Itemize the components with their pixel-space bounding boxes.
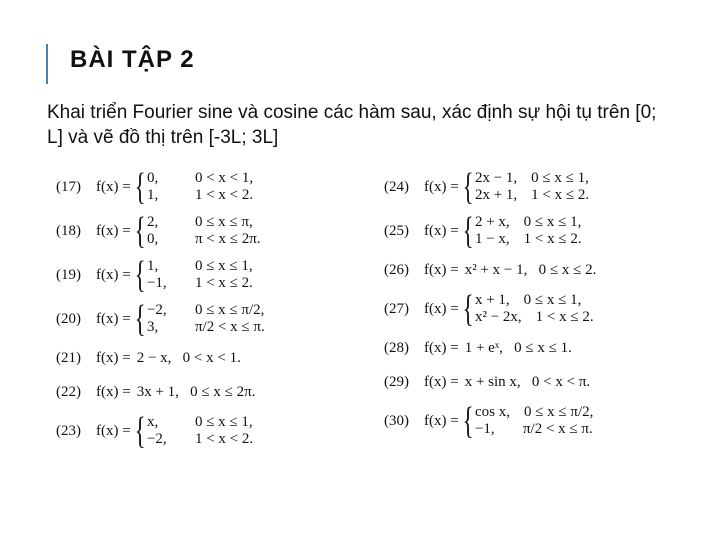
exercise-item [384,253,596,287]
case-brace: { [134,166,146,208]
function-lhs: f(x) = [424,412,459,429]
case-condition: 0 ≤ x ≤ π/2, [194,302,265,318]
function-lhs: f(x) = [96,222,131,239]
exercise-number: (25) [384,222,409,239]
piecewise-cases [147,302,265,336]
case-condition: π/2 < x ≤ π. [522,421,593,437]
case-expression: 2, [146,214,159,230]
piecewise-cases [147,170,253,204]
case-expression: 2 + x, [474,214,510,230]
piecewise-case [475,187,589,204]
exercise-item [56,409,265,453]
case-brace: { [462,288,474,330]
exercise-item [56,253,265,297]
piecewise-cases [475,214,582,248]
function-lhs: f(x) = [96,310,131,327]
case-expression: −2, [146,302,167,318]
piecewise-case [475,214,582,231]
exercise-item [56,297,265,341]
piecewise-case [147,275,253,292]
function-expression: x² + x − 1, 0 ≤ x ≤ 2. [464,261,597,278]
case-expression: −2, [146,431,167,447]
intro-text: Khai triển Fourier sine và cosine các hàm sau, xác định sự hội tụ trên [0; L] và vẽ đồ thị trên [-3L; 3L] [47,102,657,148]
exercise-item [56,375,265,409]
exercise-number: (24) [384,178,409,195]
piecewise-case [475,170,589,187]
piecewise-case [147,302,265,319]
exercise-number: (23) [56,422,81,439]
function-lhs: f(x) = [96,266,131,283]
piecewise-case [147,414,253,431]
case-condition: 0 < x < 1, [194,170,254,186]
title-accent-bar [46,44,48,84]
piecewise-cases [147,214,261,248]
exercise-item [384,287,596,331]
piecewise-cases [475,404,593,438]
piecewise-case [147,214,261,231]
function-lhs: f(x) = [96,422,131,439]
function-lhs: f(x) = [424,300,459,317]
case-expression: cos x, [474,404,510,420]
piecewise-cases [475,170,589,204]
case-condition: 1 < x < 2. [194,431,254,447]
case-condition: 1 < x ≤ 2. [194,275,253,291]
piecewise-case [147,231,261,248]
function-lhs: f(x) = [424,222,459,239]
case-expression: −1, [146,275,167,291]
case-brace: { [462,166,474,208]
function-lhs: f(x) = [96,178,131,195]
function-expression: x + sin x, 0 < x < π. [464,373,591,390]
case-condition: π/2 < x ≤ π. [194,319,265,335]
case-condition: 0 ≤ x ≤ π/2, [523,404,594,420]
piecewise-case [147,258,253,275]
piecewise-case [147,170,253,187]
function-lhs: f(x) = [424,373,459,390]
piecewise-cases [475,292,594,326]
exercise-number: (18) [56,222,81,239]
exercise-item [384,331,596,365]
case-expression: x² − 2x, [474,309,522,325]
function-lhs: f(x) = [424,261,459,278]
piecewise-case [475,404,593,421]
case-condition: 1 < x < 2. [194,187,254,203]
exercise-number: (22) [56,383,81,400]
case-brace: { [134,410,146,452]
function-lhs: f(x) = [96,383,131,400]
exercise-number: (30) [384,412,409,429]
case-brace: { [134,254,146,296]
exercise-column-right [384,165,596,443]
case-expression: 1, [146,187,159,203]
case-brace: { [462,210,474,252]
case-expression: 1 − x, [474,231,510,247]
exercise-number: (26) [384,261,409,278]
exercise-item [384,365,596,399]
case-expression: 1, [146,258,159,274]
case-expression: 2x + 1, [474,187,518,203]
function-lhs: f(x) = [424,178,459,195]
exercise-number: (27) [384,300,409,317]
case-condition: 1 < x ≤ 2. [531,187,590,203]
function-expression: 1 + eˣ, 0 ≤ x ≤ 1. [464,339,572,356]
case-expression: x, [146,414,159,430]
exercise-item [384,165,596,209]
exercise-item [56,165,265,209]
function-lhs: f(x) = [96,349,131,366]
exercise-number: (21) [56,349,81,366]
case-condition: 0 ≤ x ≤ 1, [523,292,582,308]
exercise-item [56,341,265,375]
exercise-number: (20) [56,310,81,327]
case-condition: 0 ≤ x ≤ 1, [531,170,589,186]
case-brace: { [134,298,146,340]
case-condition: π < x ≤ 2π. [194,231,261,247]
function-expression: 3x + 1, 0 ≤ x ≤ 2π. [136,383,256,400]
case-expression: −1, [474,421,495,437]
case-condition: 0 ≤ x ≤ 1, [194,414,253,430]
piecewise-case [475,231,582,248]
exercise-column-left [56,165,265,453]
piecewise-cases [147,258,253,292]
exercise-number: (28) [384,339,409,356]
case-condition: 0 ≤ x ≤ π, [194,214,253,230]
case-expression: 0, [146,170,159,186]
case-expression: 0, [146,231,159,247]
case-expression: x + 1, [474,292,510,308]
piecewise-case [475,421,593,438]
exercise-item [384,209,596,253]
case-brace: { [462,400,474,442]
case-condition: 1 < x ≤ 2. [535,309,594,325]
function-lhs: f(x) = [424,339,459,356]
exercise-number: (19) [56,266,81,283]
piecewise-case [475,309,594,326]
piecewise-case [147,319,265,336]
piecewise-cases [147,414,253,448]
exercise-item [56,209,265,253]
piecewise-case [147,187,253,204]
case-expression: 2x − 1, [474,170,518,186]
exercise-number: (17) [56,178,81,195]
exercise-number: (29) [384,373,409,390]
case-brace: { [134,210,146,252]
page-title: BÀI TẬP 2 [70,46,195,73]
case-condition: 0 ≤ x ≤ 1, [194,258,253,274]
piecewise-case [475,292,594,309]
exercise-item [384,399,596,443]
piecewise-case [147,431,253,448]
function-expression: 2 − x, 0 < x < 1. [136,349,241,366]
case-condition: 1 < x ≤ 2. [523,231,582,247]
case-expression: 3, [146,319,159,335]
case-condition: 0 ≤ x ≤ 1, [523,214,582,230]
